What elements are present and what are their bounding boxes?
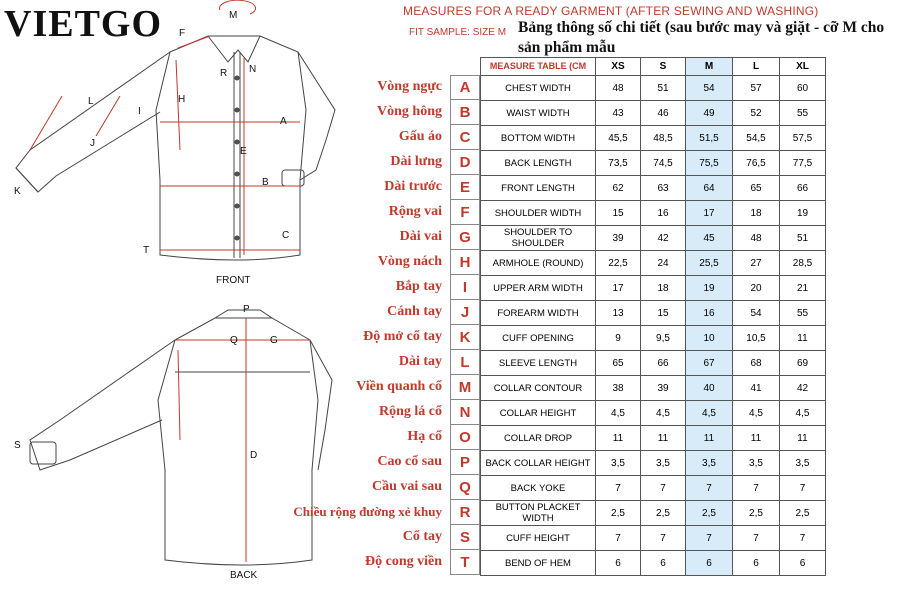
measure-value: 15 xyxy=(596,201,641,226)
vietnamese-measure-label: Rộng vai xyxy=(388,204,442,219)
measure-value: 52 xyxy=(733,101,780,126)
measure-value: 6 xyxy=(641,551,686,576)
front-right-sleeve xyxy=(298,52,335,180)
measure-value: 54 xyxy=(733,301,780,326)
table-row xyxy=(481,401,826,426)
vietnamese-measure-label: Vòng ngực xyxy=(377,79,442,94)
vietnamese-measure-label: Cao cổ sau xyxy=(377,454,442,469)
measure-value: 39 xyxy=(596,226,641,251)
table-row xyxy=(481,226,826,251)
table-row xyxy=(481,501,826,526)
measure-value: 45 xyxy=(686,226,733,251)
marker-k: K xyxy=(14,186,21,197)
measure-description: COLLAR HEIGHT xyxy=(481,401,596,426)
measure-value: 55 xyxy=(780,301,826,326)
measure-value: 42 xyxy=(780,376,826,401)
size-header: M xyxy=(686,58,733,76)
measure-code: J xyxy=(450,300,480,325)
measure-description: SHOULDER WIDTH xyxy=(481,201,596,226)
vietnamese-measure-label: Độ cong viền xyxy=(365,554,442,569)
measure-value: 64 xyxy=(686,176,733,201)
measure-description: WAIST WIDTH xyxy=(481,101,596,126)
measure-value: 18 xyxy=(641,276,686,301)
size-header: L xyxy=(733,58,780,76)
measure-value: 7 xyxy=(596,526,641,551)
table-row xyxy=(481,201,826,226)
fit-sample-label: FIT SAMPLE: SIZE M xyxy=(409,27,507,38)
measure-value: 6 xyxy=(733,551,780,576)
measure-value: 68 xyxy=(733,351,780,376)
measure-description: ARMHOLE (ROUND) xyxy=(481,251,596,276)
measure-description: CUFF HEIGHT xyxy=(481,526,596,551)
measure-value: 7 xyxy=(686,476,733,501)
measure-value: 77,5 xyxy=(780,151,826,176)
marker-n: N xyxy=(249,64,257,75)
marker-a: A xyxy=(280,116,287,127)
measure-value: 51 xyxy=(780,226,826,251)
table-row xyxy=(481,526,826,551)
marker-t: T xyxy=(143,245,150,256)
measure-description: BACK LENGTH xyxy=(481,151,596,176)
table-row xyxy=(481,326,826,351)
title-vietnamese: Bảng thông số chi tiết (sau bước may và giặt - cỡ M cho sản phẩm mẫu xyxy=(518,19,885,56)
measure-description: FRONT LENGTH xyxy=(481,176,596,201)
size-header: S xyxy=(641,58,686,76)
measure-value: 48,5 xyxy=(641,126,686,151)
measure-value: 7 xyxy=(733,526,780,551)
measure-value: 13 xyxy=(596,301,641,326)
measure-value: 7 xyxy=(596,476,641,501)
measure-code: A xyxy=(450,75,480,100)
measure-value: 48 xyxy=(733,226,780,251)
vietnamese-measure-label: Dài tay xyxy=(398,354,442,369)
measure-value: 28,5 xyxy=(780,251,826,276)
measure-value: 42 xyxy=(641,226,686,251)
measure-value: 6 xyxy=(686,551,733,576)
size-header: XL xyxy=(780,58,826,76)
measure-value: 10,5 xyxy=(733,326,780,351)
table-row xyxy=(481,76,826,101)
measure-value: 62 xyxy=(596,176,641,201)
front-left-sleeve xyxy=(16,52,170,192)
measure-value: 55 xyxy=(780,101,826,126)
marker-i: I xyxy=(138,106,141,117)
measure-value: 3,5 xyxy=(780,451,826,476)
table-row xyxy=(481,376,826,401)
vietnamese-measure-label: Vòng nách xyxy=(377,254,442,269)
measure-value: 41 xyxy=(733,376,780,401)
measure-value: 2,5 xyxy=(733,501,780,526)
vietnamese-measure-label: Vòng hông xyxy=(377,104,442,119)
measure-value: 7 xyxy=(780,476,826,501)
marker-d: D xyxy=(250,450,258,461)
measure-value: 22,5 xyxy=(596,251,641,276)
measure-value: 51,5 xyxy=(686,126,733,151)
measure-value: 15 xyxy=(641,301,686,326)
measure-code: N xyxy=(450,400,480,425)
measure-table xyxy=(480,57,826,576)
marker-q: Q xyxy=(230,335,238,346)
measure-code: I xyxy=(450,275,480,300)
measure-description: FOREARM WIDTH xyxy=(481,301,596,326)
table-row xyxy=(481,126,826,151)
measure-value: 7 xyxy=(733,476,780,501)
back-shirt-outline xyxy=(158,318,318,565)
vietnamese-measure-label: Gấu áo xyxy=(398,129,442,144)
measure-value: 17 xyxy=(686,201,733,226)
measure-value: 46 xyxy=(641,101,686,126)
measure-description: BACK COLLAR HEIGHT xyxy=(481,451,596,476)
measure-description: BEND OF HEM xyxy=(481,551,596,576)
marker-h: H xyxy=(178,94,186,105)
vietnamese-measure-label: Rộng lá cổ xyxy=(379,404,442,419)
measure-value: 11 xyxy=(641,426,686,451)
measure-value: 38 xyxy=(596,376,641,401)
measure-value: 21 xyxy=(780,276,826,301)
measure-code: G xyxy=(450,225,480,250)
table-row xyxy=(481,451,826,476)
measure-description: CHEST WIDTH xyxy=(481,76,596,101)
measure-value: 57 xyxy=(733,76,780,101)
measure-value: 4,5 xyxy=(780,401,826,426)
measure-value: 20 xyxy=(733,276,780,301)
measure-value: 10 xyxy=(686,326,733,351)
measure-value: 40 xyxy=(686,376,733,401)
measure-code: O xyxy=(450,425,480,450)
measure-description: BOTTOM WIDTH xyxy=(481,126,596,151)
measure-code: T xyxy=(450,550,480,575)
marker-j: J xyxy=(90,138,95,149)
measure-code: L xyxy=(450,350,480,375)
measure-value: 49 xyxy=(686,101,733,126)
measure-value: 3,5 xyxy=(733,451,780,476)
measure-value: 48 xyxy=(596,76,641,101)
measure-value: 6 xyxy=(780,551,826,576)
table-row xyxy=(481,101,826,126)
measure-code: K xyxy=(450,325,480,350)
vietnamese-measure-label: Hạ cổ xyxy=(407,429,442,444)
measure-value: 11 xyxy=(780,326,826,351)
measure-value: 7 xyxy=(641,476,686,501)
measure-value: 2,5 xyxy=(641,501,686,526)
marker-s: S xyxy=(14,440,21,451)
measure-value: 25,5 xyxy=(686,251,733,276)
measure-value: 3,5 xyxy=(686,451,733,476)
measure-code: E xyxy=(450,175,480,200)
measure-description: SHOULDER TO SHOULDER xyxy=(481,226,596,251)
measure-value: 45,5 xyxy=(596,126,641,151)
size-header: XS xyxy=(596,58,641,76)
measure-value: 66 xyxy=(780,176,826,201)
measure-code: B xyxy=(450,100,480,125)
measure-value: 17 xyxy=(596,276,641,301)
table-row xyxy=(481,351,826,376)
measure-value: 27 xyxy=(733,251,780,276)
measure-value: 3,5 xyxy=(596,451,641,476)
marker-p: P xyxy=(243,304,250,315)
table-row xyxy=(481,476,826,501)
measure-value: 65 xyxy=(733,176,780,201)
marker-r: R xyxy=(220,68,228,79)
vietnamese-measure-label: Cánh tay xyxy=(387,304,442,319)
marker-g: G xyxy=(270,335,278,346)
measure-value: 19 xyxy=(686,276,733,301)
measure-value: 54,5 xyxy=(733,126,780,151)
table-row xyxy=(481,301,826,326)
measure-value: 11 xyxy=(686,426,733,451)
table-row xyxy=(481,151,826,176)
vietnamese-measure-label: Cổ tay xyxy=(402,529,442,544)
measure-code: H xyxy=(450,250,480,275)
measure-value: 39 xyxy=(641,376,686,401)
table-row xyxy=(481,426,826,451)
measure-description: COLLAR CONTOUR xyxy=(481,376,596,401)
measure-description: CUFF OPENING xyxy=(481,326,596,351)
measure-description: SLEEVE LENGTH xyxy=(481,351,596,376)
measure-value: 2,5 xyxy=(686,501,733,526)
measure-code: P xyxy=(450,450,480,475)
front-shirt-outline xyxy=(156,36,306,260)
measure-value: 4,5 xyxy=(641,401,686,426)
measure-value: 11 xyxy=(780,426,826,451)
measure-code: S xyxy=(450,525,480,550)
vietnamese-measure-label: Dài lưng xyxy=(390,154,442,169)
measure-value: 9 xyxy=(596,326,641,351)
measure-code: F xyxy=(450,200,480,225)
front-label: FRONT xyxy=(216,275,251,286)
measure-description: COLLAR DROP xyxy=(481,426,596,451)
measure-value: 7 xyxy=(686,526,733,551)
vietnamese-measure-label: Cầu vai sau xyxy=(371,479,442,494)
table-row xyxy=(481,276,826,301)
measure-value: 24 xyxy=(641,251,686,276)
measure-code: C xyxy=(450,125,480,150)
marker-e: E xyxy=(240,146,247,157)
measure-value: 76,5 xyxy=(733,151,780,176)
measure-code: R xyxy=(450,500,480,525)
measure-value: 63 xyxy=(641,176,686,201)
measure-value: 75,5 xyxy=(686,151,733,176)
measure-value: 4,5 xyxy=(686,401,733,426)
measure-description: BACK YOKE xyxy=(481,476,596,501)
measure-code: M xyxy=(450,375,480,400)
measure-value: 4,5 xyxy=(733,401,780,426)
measure-value: 19 xyxy=(780,201,826,226)
measure-value: 9,5 xyxy=(641,326,686,351)
vietnamese-measure-label: Viền quanh cổ xyxy=(356,379,442,394)
vietnamese-measure-label: Bắp tay xyxy=(395,279,442,294)
measure-value: 54 xyxy=(686,76,733,101)
measure-value: 74,5 xyxy=(641,151,686,176)
measure-value: 2,5 xyxy=(596,501,641,526)
measure-value: 3,5 xyxy=(641,451,686,476)
measure-value: 66 xyxy=(641,351,686,376)
brand-logo: VIETGO xyxy=(4,3,163,45)
measure-value: 2,5 xyxy=(780,501,826,526)
title-english: MEASURES FOR A READY GARMENT (AFTER SEWING AND WASHING) xyxy=(403,4,819,18)
back-left-sleeve xyxy=(30,340,175,470)
table-header-row xyxy=(481,58,826,76)
measure-description: UPPER ARM WIDTH xyxy=(481,276,596,301)
measure-value: 60 xyxy=(780,76,826,101)
measure-value: 11 xyxy=(596,426,641,451)
marker-f: F xyxy=(179,28,186,39)
measure-value: 7 xyxy=(780,526,826,551)
table-row xyxy=(481,551,826,576)
measure-value: 16 xyxy=(641,201,686,226)
vietnamese-measure-label: Dài trước xyxy=(384,179,442,194)
vietnamese-measure-label: Dài vai xyxy=(399,229,442,244)
table-title: MEASURE TABLE (CM xyxy=(481,58,596,76)
measure-value: 57,5 xyxy=(780,126,826,151)
back-label: BACK xyxy=(230,570,258,581)
marker-b: B xyxy=(262,177,269,188)
marker-m: M xyxy=(229,10,238,21)
measure-value: 51 xyxy=(641,76,686,101)
measure-value: 6 xyxy=(596,551,641,576)
measure-value: 7 xyxy=(641,526,686,551)
measure-value: 43 xyxy=(596,101,641,126)
measure-code: D xyxy=(450,150,480,175)
measure-value: 67 xyxy=(686,351,733,376)
marker-l: L xyxy=(88,96,94,107)
vietnamese-measure-label: Độ mở cổ tay xyxy=(363,329,442,344)
measure-code: Q xyxy=(450,475,480,500)
measure-value: 18 xyxy=(733,201,780,226)
measure-value: 11 xyxy=(733,426,780,451)
measure-value: 69 xyxy=(780,351,826,376)
measure-value: 16 xyxy=(686,301,733,326)
measure-value: 73,5 xyxy=(596,151,641,176)
table-row xyxy=(481,176,826,201)
measure-value: 65 xyxy=(596,351,641,376)
vietnamese-measure-label: Chiều rộng đường xẻ khuy xyxy=(293,504,442,519)
table-row xyxy=(481,251,826,276)
marker-c: C xyxy=(282,230,290,241)
measure-description: BUTTON PLACKET WIDTH xyxy=(481,501,596,526)
measure-value: 4,5 xyxy=(596,401,641,426)
